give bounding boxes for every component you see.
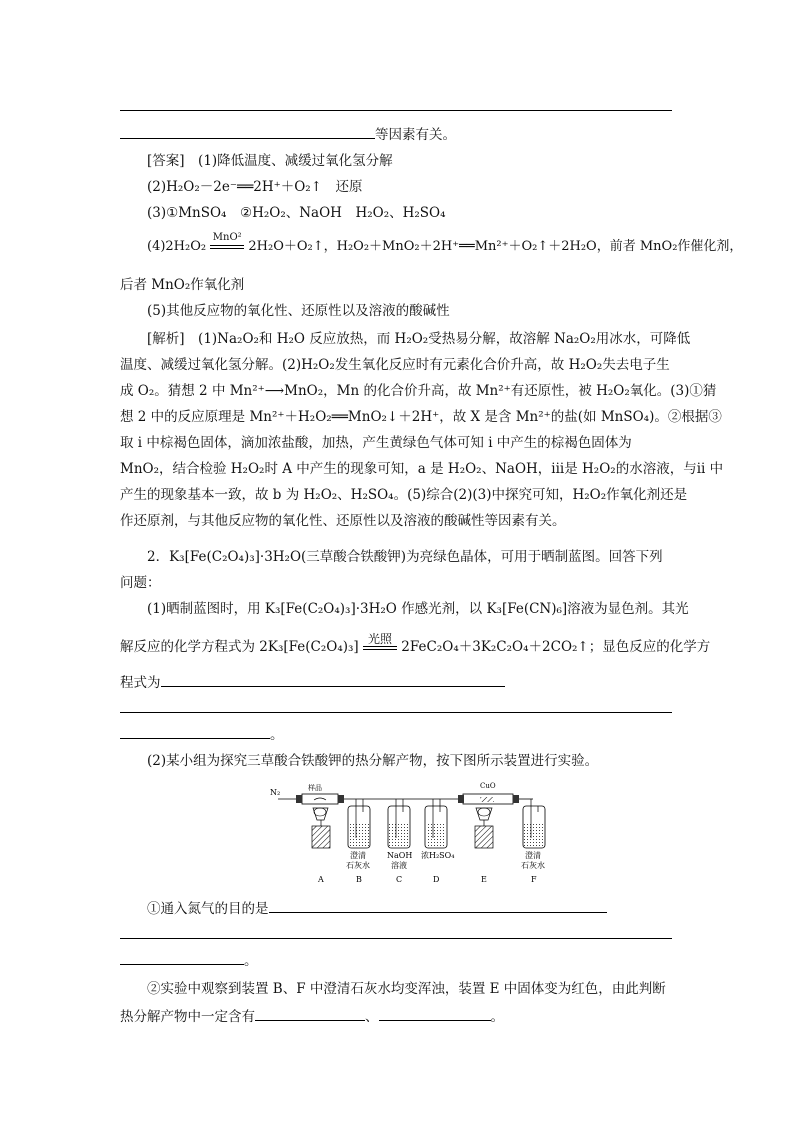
nitrogen-purpose-blank[interactable] bbox=[269, 896, 607, 913]
light-condition bbox=[363, 631, 397, 650]
analysis-line-4: 想 2 中的反应原理是 Mn²⁺＋H₂O₂══MnO₂↓＋2H⁺，故 X 是含 Mn²⁺的盐(如 MnSO₄)。②根据③ bbox=[120, 409, 722, 425]
question-2-part1-line-2 bbox=[120, 631, 711, 658]
cuo-label: CuO bbox=[480, 782, 496, 790]
answer-blank-line-2-row bbox=[120, 122, 672, 146]
burner-e bbox=[475, 808, 493, 848]
c-label-1: NaOH bbox=[387, 851, 413, 860]
end-mark: 。 bbox=[270, 727, 284, 743]
question-2-sub-a bbox=[147, 896, 672, 920]
answer-4-post: 2H₂O＋O₂↑，H₂O₂＋MnO₂＋2H⁺══Mn²⁺＋O₂↑＋2H₂O，前者 MnO₂作催化剂， bbox=[248, 239, 743, 254]
analysis-line-7: 产生的现象基本一致，故 b 为 H₂O₂、H₂SO₄。(5)综合(2)(3)中探究可知，H₂O₂作氧化剂还是 bbox=[120, 487, 688, 503]
analysis-tag: [解析] bbox=[147, 331, 185, 347]
apparatus-diagram bbox=[268, 778, 558, 888]
product-blank-2[interactable] bbox=[379, 1004, 491, 1021]
bottle-d bbox=[425, 799, 447, 848]
letter-c: C bbox=[396, 875, 403, 884]
letter-b: B bbox=[356, 875, 362, 884]
part1-eq-pre: 解反应的化学方程式为 2K₃[Fe(C₂O₄)₃] bbox=[120, 639, 359, 655]
answer-blank-line-1 bbox=[120, 110, 672, 111]
answer-line-5: (5)其他反应物的氧化性、还原性以及溶液的酸碱性 bbox=[147, 303, 450, 319]
question-2-sub-b-line-2 bbox=[120, 1004, 672, 1028]
color-reaction-answer-blank[interactable] bbox=[161, 670, 505, 687]
nitrogen-purpose-blank-end[interactable] bbox=[120, 948, 244, 965]
tube-a bbox=[296, 783, 344, 804]
question-2-intro-1: 2．K₃[Fe(C₂O₄)₃]·3H₂O(三草酸合铁酸钾)为亮绿色晶体，可用于晒制蓝图。回答下列 bbox=[147, 549, 663, 565]
analysis-line-5: 取 i 中棕褐色固体，滴加浓盐酸，加热，产生黄绿色气体可知 i 中产生的棕褐色固体为 bbox=[120, 435, 632, 451]
analysis-line-2: 温度、减缓过氧化氢分解。(2)H₂O₂发生氧化反应时有元素化合价升高，故 H₂O₂失去电子生 bbox=[120, 357, 670, 373]
question-2-intro-2: 问题： bbox=[120, 575, 161, 591]
analysis-text-1: (1)Na₂O₂和 H₂O 反应放热，而 H₂O₂受热易分解，故溶解 Na₂O₂用冰水，可降低 bbox=[198, 331, 691, 347]
bottle-c bbox=[388, 799, 410, 848]
part1-line3-text: 程式为 bbox=[120, 675, 161, 691]
c-label-2: 溶液 bbox=[391, 861, 407, 870]
analysis-line-3: 成 O₂。猜想 2 中 Mn²⁺⟶MnO₂，Mn 的化合价升高，故 Mn²⁺有还原性，被 H₂O₂氧化。(3)①猜 bbox=[120, 383, 717, 399]
nitrogen-purpose-blank-line-3 bbox=[120, 948, 672, 972]
analysis-line-1 bbox=[147, 328, 691, 350]
question-2-part2: (2)某小组为探究三草酸合铁酸钾的热分解产物，按下图所示装置进行实验。 bbox=[147, 753, 599, 769]
analysis-line-8: 作还原剂，与其他反应物的氧化性、还原性以及溶液的酸碱性等因素有关。 bbox=[120, 513, 566, 529]
burner-a bbox=[312, 808, 330, 848]
part1-eq-post: 2FeC₂O₄＋3K₂C₂O₄＋2CO₂↑；显色反应的化学方 bbox=[401, 639, 711, 655]
answer-line-2: (2)H₂O₂－2e⁻══2H⁺＋O₂↑ 还原 bbox=[147, 179, 363, 195]
letter-e: E bbox=[481, 875, 487, 884]
reaction-condition bbox=[210, 233, 244, 249]
letter-d: D bbox=[433, 875, 440, 884]
d-label: 浓H₂SO₄ bbox=[421, 851, 455, 860]
sub-b-sep: 、 bbox=[365, 1009, 379, 1025]
question-2-part1-line-3 bbox=[120, 670, 672, 694]
product-blank-1[interactable] bbox=[255, 1004, 365, 1021]
analysis-line-6: MnO₂，结合检验 H₂O₂时 A 中产生的现象可知，a 是 H₂O₂、NaOH，iii是 H₂O₂的水溶液，与ii 中 bbox=[120, 461, 724, 477]
f-label-1: 澄清 bbox=[525, 851, 541, 860]
question-2-part1-line-1: (1)晒制蓝图时，用 K₃[Fe(C₂O₄)₃]·3H₂O 作感光剂，以 K₃[Fe(CN)₆]溶液为显色剂。其光 bbox=[147, 601, 689, 617]
color-reaction-blank-line-2 bbox=[120, 712, 672, 713]
n2-label: N₂ bbox=[270, 788, 281, 797]
bottle-b bbox=[348, 799, 370, 848]
condition-label: MnO² bbox=[212, 231, 242, 243]
nitrogen-purpose-blank-line-2 bbox=[120, 938, 672, 939]
answer-tail-text: 等因素有关。 bbox=[375, 127, 456, 143]
sub-b-text: 热分解产物中一定含有 bbox=[120, 1009, 255, 1025]
f-label-2: 石灰水 bbox=[521, 861, 545, 870]
end-mark-2: 。 bbox=[244, 953, 258, 969]
color-reaction-answer-blank-end[interactable] bbox=[120, 722, 270, 739]
answer-4-pre: (4)2H₂O₂ bbox=[147, 239, 207, 254]
answer-line-3: (3)①MnSO₄ ②H₂O₂、NaOH H₂O₂、H₂SO₄ bbox=[147, 205, 446, 221]
tube-e bbox=[458, 782, 519, 804]
answer-tag: [答案] bbox=[147, 153, 185, 169]
letter-a: A bbox=[318, 875, 324, 884]
answer-line-1 bbox=[147, 150, 672, 172]
question-2-sub-b-line-1: ②实验中观察到装置 B、F 中澄清石灰水均变浑浊，装置 E 中固体变为红色，由此判断 bbox=[147, 981, 666, 997]
sample-label: 样品 bbox=[308, 784, 322, 792]
color-reaction-blank-line-3 bbox=[120, 722, 672, 746]
answer-blank[interactable] bbox=[120, 122, 375, 139]
answer-text-1: (1)降低温度、减缓过氧化氢分解 bbox=[198, 153, 393, 169]
sub-a-text: ①通入氮气的目的是 bbox=[147, 901, 269, 917]
answer-line-4-cont: 后者 MnO₂作氧化剂 bbox=[120, 277, 245, 293]
light-condition-label: 光照 bbox=[367, 631, 392, 646]
b-label-1: 澄清 bbox=[350, 851, 366, 860]
letter-f: F bbox=[531, 875, 537, 884]
b-label-2: 石灰水 bbox=[346, 861, 370, 870]
end-mark-3: 。 bbox=[490, 1009, 504, 1025]
bottle-f bbox=[523, 799, 545, 848]
answer-line-4 bbox=[147, 231, 743, 258]
